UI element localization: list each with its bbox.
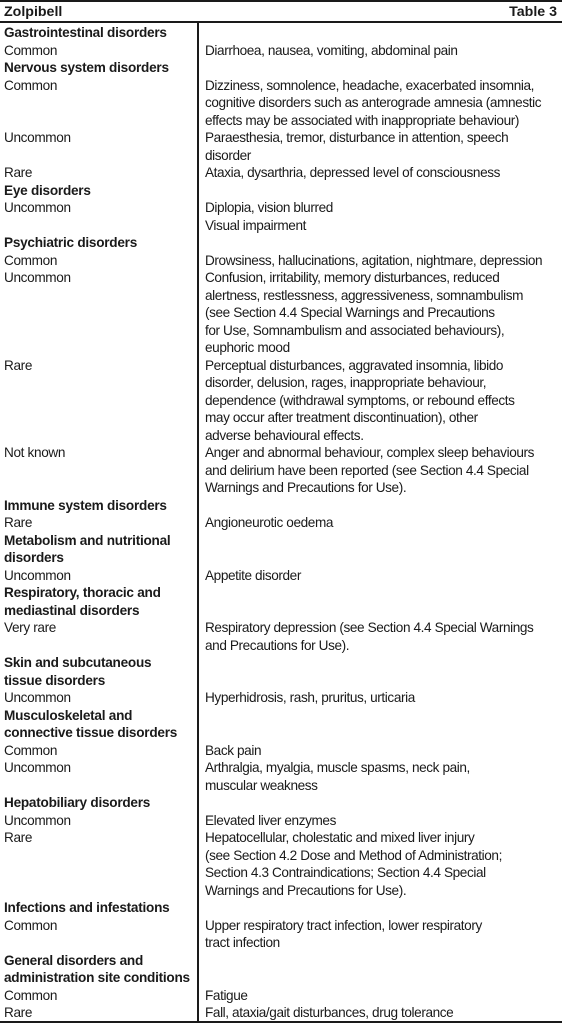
frequency-cell: Uncommon	[4, 690, 71, 705]
header-rule	[0, 21, 562, 23]
section-heading: Metabolism and nutritional disorders	[4, 532, 171, 565]
adverse-effect-cell: Hepatocellular, cholestatic and mixed liver injury (see Section 4.2 Dose and Method of Administration; Section 4.3 Contraindications; Section 4.4 Special Warnings and Precautions for Use).	[205, 830, 502, 898]
table-row	[0, 164, 562, 182]
table-row	[0, 42, 562, 60]
section-empty-cell	[199, 24, 562, 42]
frequency-cell: Common	[4, 742, 58, 758]
frequency-cell: Uncommon	[4, 270, 71, 285]
frequency-cell: Uncommon	[4, 567, 71, 583]
adverse-effect-cell: Perceptual disturbances, aggravated insomnia, libido disorder, delusion, rages, inappropriate behaviour, dependence (withdrawal symptoms, or rebound effects may occur after treatment discontinuation), other adverse behavioural effects.	[205, 357, 515, 443]
section-empty-cell	[199, 182, 562, 200]
section-row	[0, 182, 562, 200]
table-row	[0, 917, 562, 952]
section-heading: Immune system disorders	[4, 497, 167, 513]
adverse-effect-cell: Paraesthesia, tremor, disturbance in attention, speech disorder	[205, 130, 509, 163]
frequency-cell: Rare	[4, 830, 33, 845]
table-row	[0, 77, 562, 130]
bottom-rule	[0, 1021, 562, 1023]
table-row	[0, 357, 562, 445]
table-row	[0, 1004, 562, 1022]
frequency-cell: Rare	[4, 515, 33, 530]
section-empty-cell	[199, 497, 562, 515]
adverse-effect-cell: Back pain	[205, 742, 262, 758]
section-empty-cell	[199, 794, 562, 812]
section-row	[0, 707, 562, 742]
frequency-cell: Rare	[4, 165, 33, 180]
section-row	[0, 59, 562, 77]
adverse-effect-cell: Upper respiratory tract infection, lower respiratory tract infection	[205, 917, 482, 950]
section-row	[0, 24, 562, 42]
section-heading: Respiratory, thoracic and mediastinal disorders	[4, 585, 161, 618]
section-heading: Nervous system disorders	[4, 60, 169, 75]
section-row	[0, 952, 562, 987]
table-number-label: Table 3	[509, 3, 557, 20]
section-heading: Infections and infestations	[4, 900, 170, 915]
adverse-effect-cell: Diarrhoea, nausea, vomiting, abdominal pain	[205, 42, 458, 58]
section-heading: General disorders and administration site conditions	[4, 952, 190, 985]
adverse-effect-cell: Fall, ataxia/gait disturbances, drug tolerance	[205, 1005, 454, 1020]
adverse-effect-cell: Arthralgia, myalgia, muscle spasms, neck pain, muscular weakness	[205, 760, 470, 793]
adverse-effect-cell: Hyperhidrosis, rash, pruritus, urticaria	[205, 690, 415, 705]
adverse-effect-cell: Appetite disorder	[205, 567, 301, 583]
table-row	[0, 129, 562, 164]
frequency-cell: Uncommon	[4, 760, 71, 775]
section-empty-cell	[199, 707, 562, 742]
adverse-effect-cell: Diplopia, vision blurred Visual impairment	[205, 200, 333, 233]
section-row	[0, 899, 562, 917]
adverse-effect-cell: Dizziness, somnolence, headache, exacerbated insomnia, cognitive disorders such as anterograde amnesia (amnestic effects may be associated with inappropriate behaviour)	[205, 77, 542, 128]
section-row	[0, 794, 562, 812]
table-row	[0, 742, 562, 760]
frequency-cell: Rare	[4, 357, 33, 373]
section-heading: Skin and subcutaneous tissue disorders	[4, 655, 152, 688]
section-heading: Hepatobiliary disorders	[4, 795, 151, 810]
adverse-effect-cell: Respiratory depression (see Section 4.4 Special Warnings and Precautions for Use).	[205, 620, 534, 653]
adverse-effect-cell: Angioneurotic oedema	[205, 515, 334, 530]
section-row	[0, 584, 562, 619]
section-row	[0, 234, 562, 252]
section-empty-cell	[199, 952, 562, 987]
table-row	[0, 812, 562, 830]
adverse-effect-cell: Anger and abnormal behaviour, complex sleep behaviours and delirium have been reported (see Section 4.4 Special Warnings and Precautions for Use).	[205, 445, 535, 495]
table-row	[0, 269, 562, 357]
adverse-effect-cell: Ataxia, dysarthria, depressed level of consciousness	[205, 165, 501, 180]
adverse-effect-cell: Elevated liver enzymes	[205, 812, 336, 828]
section-empty-cell	[199, 234, 562, 252]
table-row	[0, 444, 562, 497]
frequency-cell: Not known	[4, 445, 66, 460]
section-empty-cell	[199, 584, 562, 619]
section-row	[0, 497, 562, 515]
frequency-cell: Common	[4, 987, 58, 1003]
table-row	[0, 619, 562, 654]
section-empty-cell	[199, 532, 562, 567]
table-row	[0, 567, 562, 585]
table-row	[0, 759, 562, 794]
section-heading: Psychiatric disorders	[4, 235, 138, 250]
table-body	[0, 24, 562, 1022]
section-empty-cell	[199, 654, 562, 689]
frequency-cell: Uncommon	[4, 130, 71, 145]
frequency-cell: Common	[4, 252, 58, 268]
section-heading: Eye disorders	[4, 182, 91, 198]
adverse-effect-cell: Drowsiness, hallucinations, agitation, nightmare, depression	[205, 252, 543, 268]
adverse-effect-cell: Confusion, irritability, memory disturbances, reduced alertness, restlessness, aggressiveness, somnambulism (see Section 4.4 Special Warnings and Precautions for Use, Somnambulism and associated behaviours), euphoric mood	[205, 270, 524, 355]
frequency-cell: Common	[4, 917, 58, 933]
frequency-cell: Common	[4, 42, 58, 58]
frequency-cell: Very rare	[4, 620, 57, 635]
table-row	[0, 829, 562, 899]
frequency-cell: Uncommon	[4, 200, 71, 215]
section-empty-cell	[199, 59, 562, 77]
table-row	[0, 199, 562, 234]
table-row	[0, 514, 562, 532]
table-header	[0, 2, 562, 21]
section-row	[0, 654, 562, 689]
drug-name-title: Zolpibell	[4, 3, 63, 20]
table-row	[0, 252, 562, 270]
table-row	[0, 987, 562, 1005]
table-row	[0, 689, 562, 707]
frequency-cell: Rare	[4, 1005, 33, 1020]
section-empty-cell	[199, 899, 562, 917]
adverse-effect-cell: Fatigue	[205, 987, 248, 1003]
frequency-cell: Common	[4, 77, 58, 93]
section-heading: Musculoskeletal and connective tissue disorders	[4, 707, 178, 740]
section-heading: Gastrointestinal disorders	[4, 25, 167, 40]
frequency-cell: Uncommon	[4, 812, 71, 828]
section-row	[0, 532, 562, 567]
